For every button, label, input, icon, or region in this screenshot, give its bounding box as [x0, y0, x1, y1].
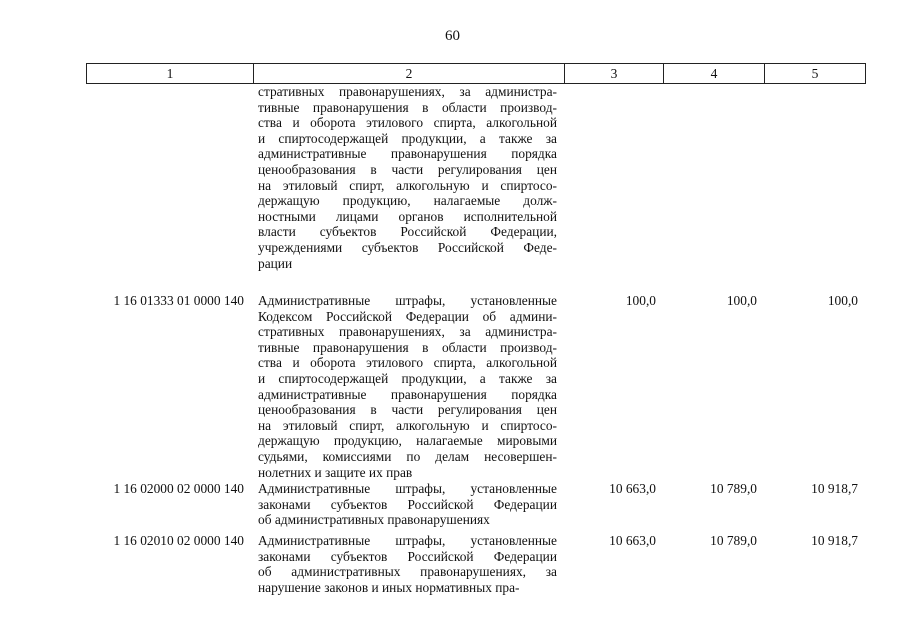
- description-line: нолетних и защите их прав: [258, 464, 413, 480]
- row-value-3: 10 663,0: [609, 481, 656, 496]
- description-line: ства и оборота этилового спирта, алкогольной: [258, 355, 557, 371]
- table-row: [86, 293, 864, 480]
- description-line: стративных правонарушениях, за администра-: [258, 84, 557, 99]
- row-value-5: 100,0: [827, 293, 858, 308]
- description-line: тивные правонарушения в области производ-: [258, 99, 557, 115]
- header-col-2: 2: [253, 64, 564, 83]
- row-value-5: 10 918,7: [811, 481, 858, 496]
- description-line: власти субъектов Российской Федерации,: [258, 224, 557, 240]
- description-line: тивные правонарушения в области производ-: [258, 339, 557, 355]
- description-line: держащую продукцию, налагаемые долж-: [258, 193, 557, 209]
- row-code: 1 16 01333 01 0000 140: [113, 293, 244, 308]
- row-description: [252, 533, 563, 595]
- description-line: ностными лицами органов исполнительной: [258, 208, 557, 224]
- row-value-4: 100,0: [726, 293, 757, 308]
- table-row: [86, 84, 864, 271]
- description-line: об административных правонарушениях, за: [258, 564, 557, 580]
- row-value-3: 100,0: [625, 293, 656, 308]
- row-code: 1 16 02010 02 0000 140: [113, 533, 244, 548]
- description-line: законами субъектов Российской Федерации: [258, 548, 557, 564]
- row-description: [252, 84, 563, 271]
- description-line: на этиловый спирт, алкогольную и спиртосо-: [258, 417, 557, 433]
- header-col-5: 5: [764, 64, 865, 83]
- description-line: учреждениями субъектов Российской Феде-: [258, 239, 557, 255]
- description-line: Административные штрафы, установленные: [258, 533, 557, 548]
- description-line: об административных правонарушениях: [258, 512, 490, 528]
- description-line: ства и оборота этилового спирта, алкогольной: [258, 115, 557, 131]
- budget-table: [86, 63, 866, 595]
- header-col-4: 4: [663, 64, 764, 83]
- row-value-3: 10 663,0: [609, 533, 656, 548]
- row-value-4: 10 789,0: [710, 481, 757, 496]
- row-description: [252, 481, 563, 528]
- description-line: и спиртосодержащей продукции, а также за: [258, 370, 557, 386]
- description-line: административные правонарушения порядка: [258, 386, 557, 402]
- description-line: и спиртосодержащей продукции, а также за: [258, 130, 557, 146]
- row-code: [86, 84, 252, 271]
- header-col-1: 1: [166, 66, 174, 81]
- description-line: административные правонарушения порядка: [258, 146, 557, 162]
- description-line: законами субъектов Российской Федерации: [258, 496, 557, 512]
- row-code: 1 16 02000 02 0000 140: [113, 481, 244, 496]
- table-header: [86, 63, 866, 84]
- row-value-3: [563, 84, 662, 271]
- description-line: Кодексом Российской Федерации об админи-: [258, 308, 557, 324]
- page-number: 60: [445, 28, 460, 44]
- table-row: [86, 533, 864, 595]
- description-line: рации: [258, 255, 293, 271]
- table-row: [86, 481, 864, 528]
- description-line: ценообразования в части регулирования цен: [258, 161, 557, 177]
- header-col-3: 3: [564, 64, 663, 83]
- description-line: стративных правонарушениях, за администра-: [258, 324, 557, 340]
- description-line: судьями, комиссиями по делам несовершен-: [258, 448, 557, 464]
- row-value-5: [763, 84, 864, 271]
- row-value-5: 10 918,7: [811, 533, 858, 548]
- description-line: нарушение законов и иных нормативных пра-: [258, 579, 520, 595]
- row-value-4: 10 789,0: [710, 533, 757, 548]
- row-value-4: [662, 84, 763, 271]
- description-line: ценообразования в части регулирования цен: [258, 402, 557, 418]
- description-line: на этиловый спирт, алкогольную и спиртосо-: [258, 177, 557, 193]
- description-line: Административные штрафы, установленные: [258, 481, 557, 496]
- description-line: Административные штрафы, установленные: [258, 293, 557, 308]
- row-description: [252, 293, 563, 480]
- description-line: держащую продукцию, налагаемые мировыми: [258, 433, 557, 449]
